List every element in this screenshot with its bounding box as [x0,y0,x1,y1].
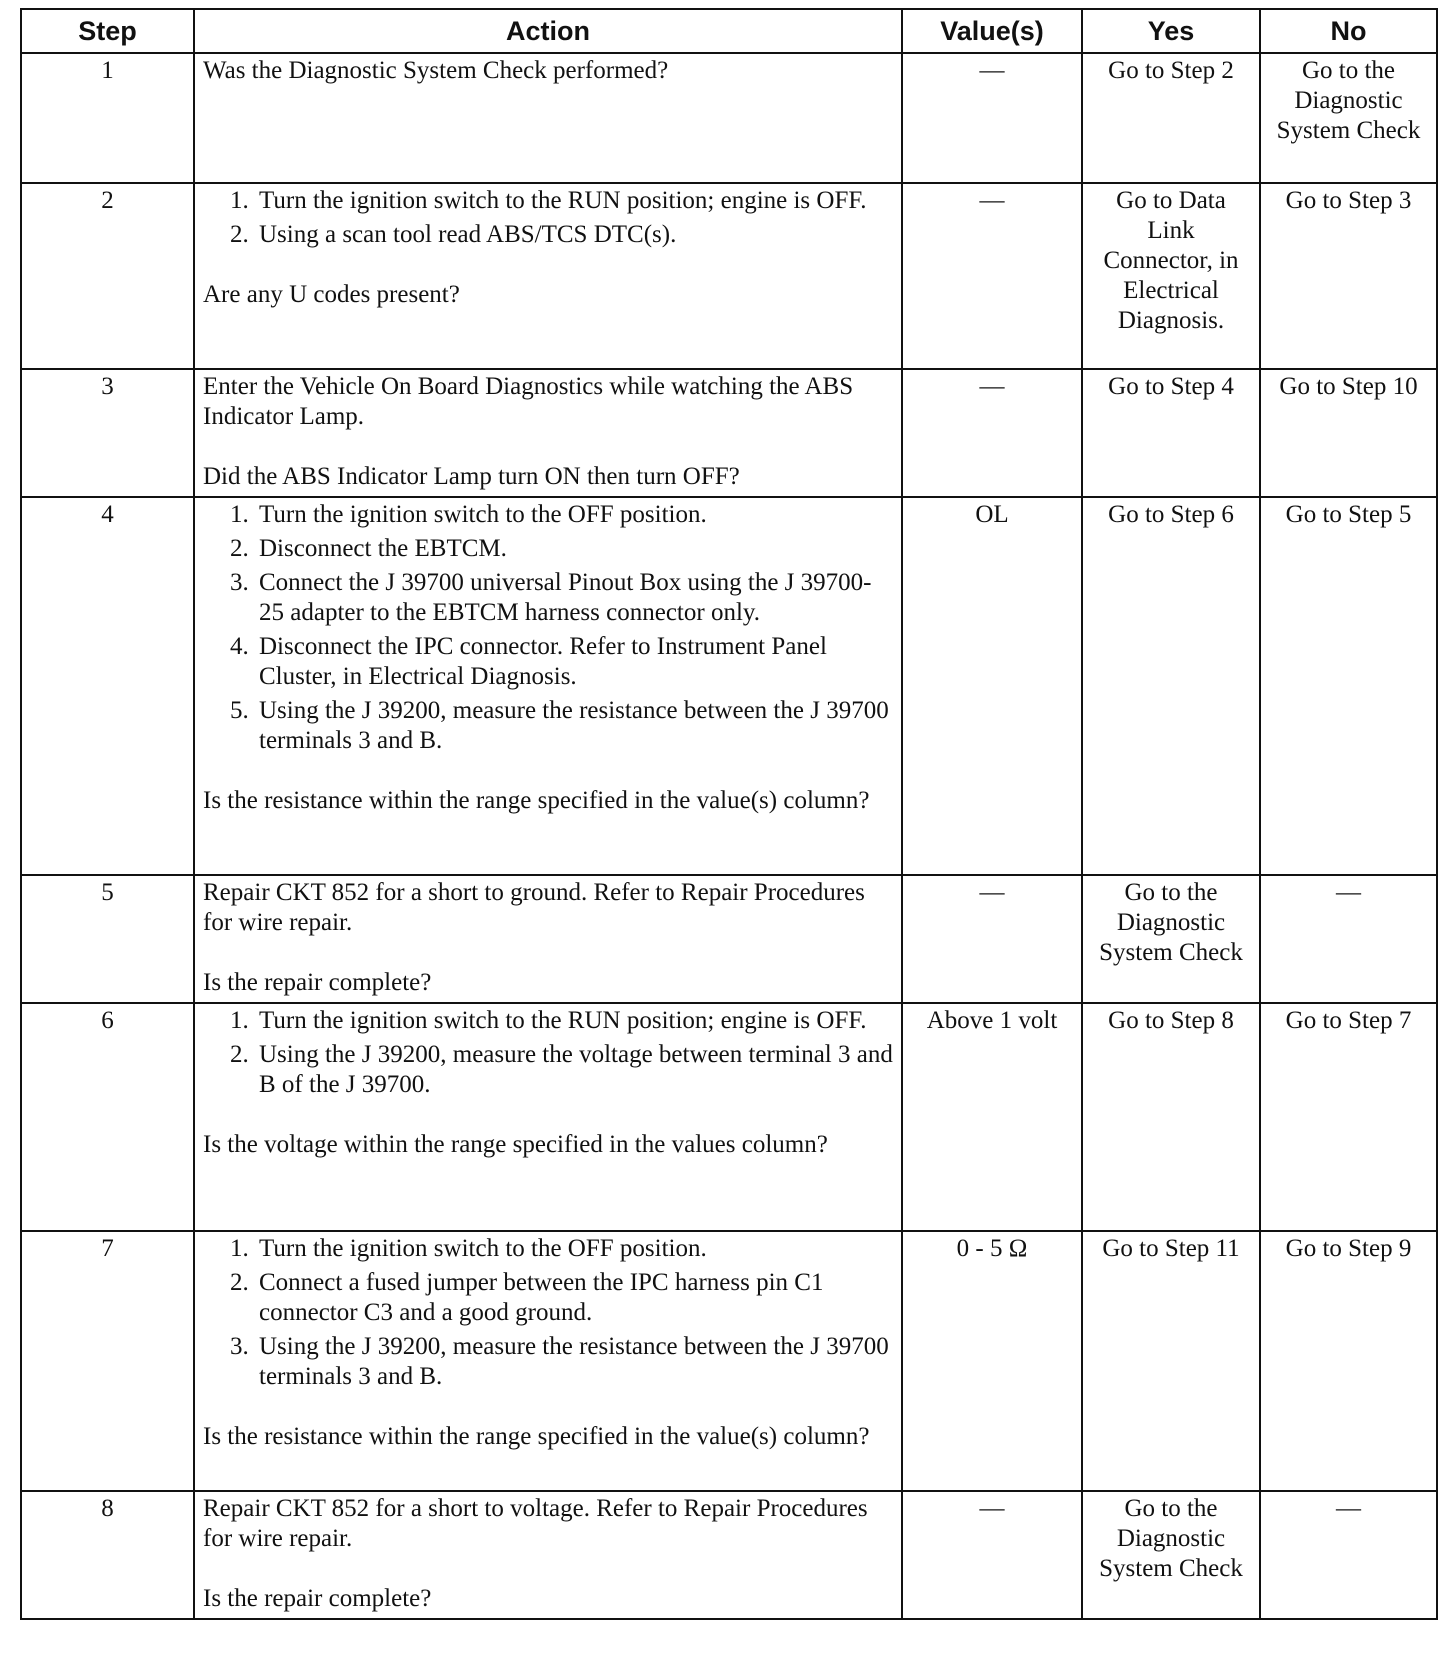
action-list [203,186,893,250]
action-text: Enter the Vehicle On Board Diagnostics while watching the ABS Indicator Lamp. [203,373,854,430]
action-cell [194,1491,902,1619]
action-item: 2. Connect a fused jumper between the IPC harness pin C1 connector C3 and a good ground. [255,1268,893,1328]
action-item: 1. Turn the ignition switch to the RUN position; engine is OFF. [255,186,893,216]
yes-cell: Go to the Diagnostic System Check [1082,1491,1260,1619]
yes-cell: Go to Step 6 [1082,497,1260,875]
table-row [21,1491,1437,1619]
header-no: No [1260,9,1437,53]
action-item: 3. Using the J 39200, measure the resistance between the J 39700 terminals 3 and B. [255,1332,893,1392]
header-values: Value(s) [902,9,1082,53]
action-text: Repair CKT 852 for a short to voltage. Refer to Repair Procedures for wire repair. [203,1495,868,1552]
action-item: 1. Turn the ignition switch to the OFF position. [255,1234,893,1264]
no-cell: Go to the Diagnostic System Check [1260,53,1437,183]
action-cell [194,875,902,1003]
action-item: 4. Disconnect the IPC connector. Refer to Instrument Panel Cluster, in Electrical Diagnosis. [255,632,893,692]
no-cell: Go to Step 9 [1260,1231,1437,1491]
yes-cell: Go to Step 4 [1082,369,1260,497]
action-question: Is the resistance within the range specified in the value(s) column? [203,1423,870,1450]
action-question: Is the repair complete? [203,969,432,996]
action-item: 1. Turn the ignition switch to the RUN position; engine is OFF. [255,1006,893,1036]
value-cell: — [902,1491,1082,1619]
value-cell: Above 1 volt [902,1003,1082,1231]
header-step: Step [21,9,194,53]
action-list [203,1006,893,1100]
action-question: Is the repair complete? [203,1585,432,1612]
no-cell: Go to Step 7 [1260,1003,1437,1231]
action-item: 2. Using a scan tool read ABS/TCS DTC(s). [255,220,893,250]
header-row [21,9,1437,53]
action-cell [194,53,902,183]
table-row [21,369,1437,497]
table-row [21,1003,1437,1231]
step-number: 7 [21,1231,194,1491]
step-number: 8 [21,1491,194,1619]
action-item: 5. Using the J 39200, measure the resistance between the J 39700 terminals 3 and B. [255,696,893,756]
step-number: 2 [21,183,194,369]
value-cell: — [902,369,1082,497]
step-number: 6 [21,1003,194,1231]
action-cell [194,497,902,875]
no-cell: Go to Step 3 [1260,183,1437,369]
action-question: Are any U codes present? [203,281,460,308]
value-cell: — [902,875,1082,1003]
action-cell [194,369,902,497]
action-list [203,500,893,756]
action-list [203,1234,893,1392]
yes-cell: Go to Data Link Connector, in Electrical Diagnosis. [1082,183,1260,369]
yes-cell: Go to Step 2 [1082,53,1260,183]
yes-cell: Go to Step 11 [1082,1231,1260,1491]
no-cell: — [1260,875,1437,1003]
no-cell: — [1260,1491,1437,1619]
table-row [21,53,1437,183]
action-cell [194,183,902,369]
action-cell [194,1231,902,1491]
action-cell [194,1003,902,1231]
action-text: Repair CKT 852 for a short to ground. Refer to Repair Procedures for wire repair. [203,879,865,936]
header-action: Action [194,9,902,53]
value-cell: 0 - 5 Ω [902,1231,1082,1491]
action-item: 3. Connect the J 39700 universal Pinout Box using the J 39700-25 adapter to the EBTCM harness connector only. [255,568,893,628]
yes-cell: Go to the Diagnostic System Check [1082,875,1260,1003]
action-question: Did the ABS Indicator Lamp turn ON then turn OFF? [203,463,740,490]
no-cell: Go to Step 10 [1260,369,1437,497]
value-cell: — [902,183,1082,369]
action-item: 2. Disconnect the EBTCM. [255,534,893,564]
step-number: 3 [21,369,194,497]
action-question: Is the resistance within the range specified in the value(s) column? [203,787,870,814]
table-row [21,1231,1437,1491]
table-row [21,183,1437,369]
step-number: 4 [21,497,194,875]
value-cell: OL [902,497,1082,875]
header-yes: Yes [1082,9,1260,53]
action-item: 1. Turn the ignition switch to the OFF position. [255,500,893,530]
step-number: 5 [21,875,194,1003]
action-text: Was the Diagnostic System Check performed? [203,57,669,84]
action-item: 2. Using the J 39200, measure the voltage between terminal 3 and B of the J 39700. [255,1040,893,1100]
no-cell: Go to Step 5 [1260,497,1437,875]
action-question: Is the voltage within the range specified in the values column? [203,1131,828,1158]
diagnostic-table [20,8,1438,1620]
value-cell: — [902,53,1082,183]
table-row [21,875,1437,1003]
table-row [21,497,1437,875]
step-number: 1 [21,53,194,183]
yes-cell: Go to Step 8 [1082,1003,1260,1231]
